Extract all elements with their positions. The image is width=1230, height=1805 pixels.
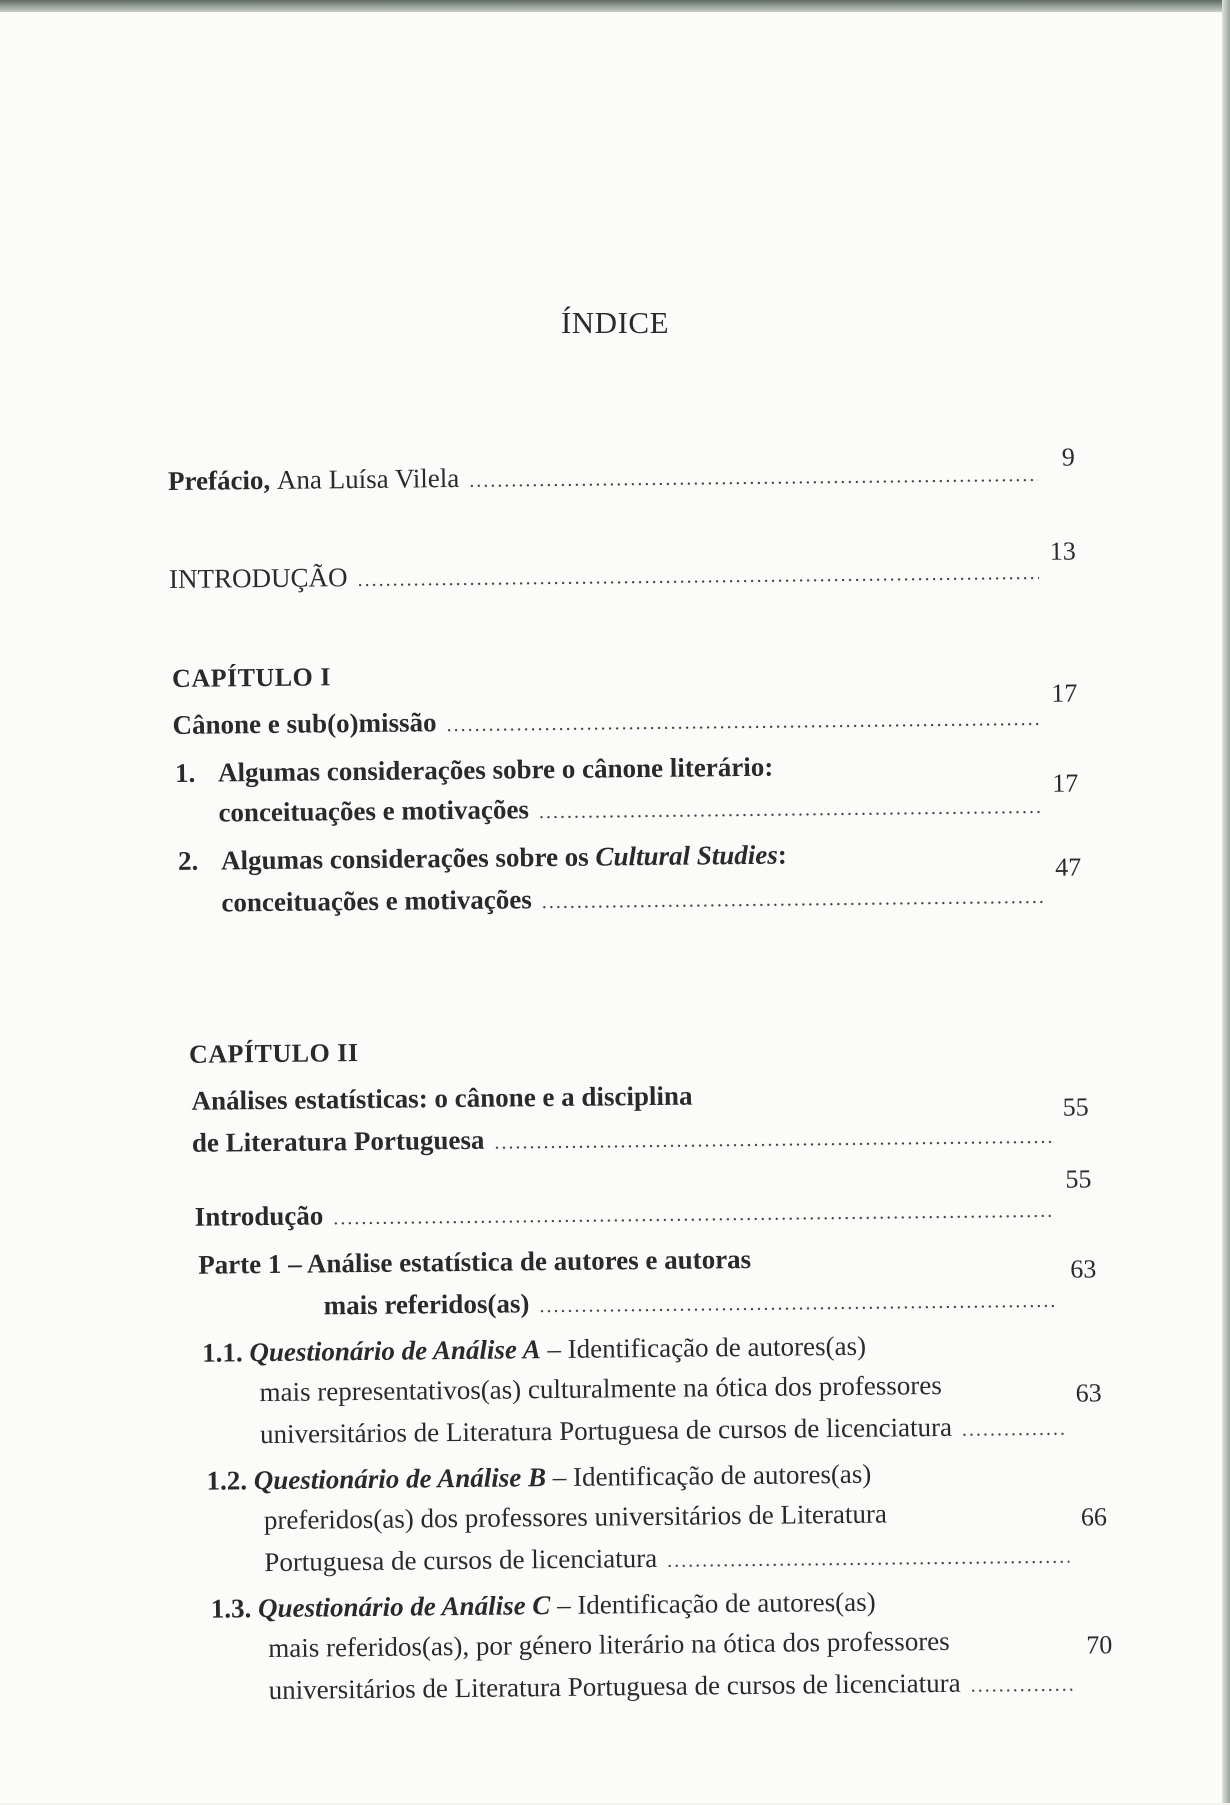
cap1-s2-page-number: 47 <box>1054 852 1082 882</box>
toc-entry-cap2-intro <box>195 1195 1065 1231</box>
q2-line3: Portuguesa de cursos de licenciatura <box>264 1542 658 1578</box>
q1-line2: mais representativos(as) culturalmente na ótica dos professores <box>259 1369 942 1408</box>
cap2-title-line1: Análises estatísticas: o cânone e a disciplina <box>191 1080 693 1116</box>
q2-rest: – Identificação de autores(as) <box>545 1458 872 1493</box>
parte1-page-number: 63 <box>1070 1254 1097 1284</box>
q1-line3: universitários de Literatura Portuguesa de cursos de licenciatura <box>259 1411 953 1450</box>
cap1-s2-italic: Cultural Studies <box>595 839 778 872</box>
toc-entry-introducao <box>169 557 1049 593</box>
q3-italic: Questionário de Análise C <box>257 1590 551 1624</box>
q2-line2: preferidos(as) dos professores universitários de Literatura <box>263 1498 888 1536</box>
cap1-s1-line1: Algumas considerações sobre o cânone literário: <box>217 751 774 788</box>
cap1-title: Cânone e sub(o)missão <box>172 707 437 740</box>
dot-leader <box>971 1675 1074 1696</box>
cap1-s2-pre: Algumas considerações sobre os <box>220 841 589 876</box>
cap1-s1-page-number: 17 <box>1052 768 1079 798</box>
cap1-s2-post: : <box>777 839 787 870</box>
toc-entry-cap1-s1 <box>218 791 1053 827</box>
page-title: ÍNDICE <box>560 305 670 340</box>
parte1-line2: mais referidos(as) <box>323 1288 530 1321</box>
chapter-2-heading: CAPÍTULO II <box>188 1038 359 1069</box>
toc-entry-parte1 <box>324 1285 1069 1320</box>
q2-line1 <box>206 1458 872 1496</box>
dot-leader <box>667 1547 1069 1571</box>
dot-leader <box>542 887 1047 912</box>
dot-leader <box>962 1419 1065 1440</box>
toc-entry-cap2-title <box>192 1121 1062 1157</box>
dot-leader <box>447 709 1043 735</box>
prefacio-label-bold: Prefácio, <box>167 464 271 497</box>
q3-rest: – Identificação de autores(as) <box>550 1586 876 1621</box>
chapter-1-heading: CAPÍTULO I <box>171 662 332 693</box>
q3-line3: universitários de Literatura Portuguesa de cursos de licenciatura <box>268 1667 961 1706</box>
prefacio-label: Ana Luísa Vilela <box>276 462 460 495</box>
q2-number: 1.2. <box>206 1465 248 1496</box>
q1-page-number: 63 <box>1075 1378 1102 1408</box>
cap2-title-line2: de Literatura Portuguesa <box>191 1124 485 1158</box>
q1-rest: – Identificação de autores(as) <box>540 1330 867 1365</box>
cap1-s1-number: 1. <box>174 757 196 788</box>
dot-leader <box>357 563 1039 590</box>
dot-leader <box>469 465 1038 491</box>
parte1-line1: Parte 1 – Análise estatística de autores e autoras <box>198 1243 752 1280</box>
prefacio-page-number: 9 <box>1061 442 1075 472</box>
cap1-s2-number: 2. <box>177 845 199 876</box>
introducao-page-number: 13 <box>1049 536 1076 566</box>
toc-entry-q2 <box>264 1541 1079 1577</box>
q2-italic: Questionário de Análise B <box>253 1462 547 1496</box>
q1-line1 <box>201 1330 867 1368</box>
q3-line1 <box>210 1586 876 1624</box>
cap1-s2-line2: conceituações e motivações <box>221 884 532 918</box>
toc-entry-q1 <box>260 1413 1075 1449</box>
dot-leader <box>333 1201 1055 1229</box>
cap2-intro: Introdução <box>194 1200 324 1232</box>
introducao-label: INTRODUÇÃO <box>168 562 348 595</box>
toc-entry-cap1-title <box>172 703 1052 739</box>
cap1-s2-line1 <box>220 839 787 876</box>
toc-entry-q3 <box>269 1668 1084 1704</box>
dot-leader <box>539 797 1044 822</box>
dot-leader <box>494 1127 1052 1153</box>
q3-number: 1.3. <box>210 1593 252 1624</box>
q1-number: 1.1. <box>201 1337 243 1368</box>
cap2-intro-page-number: 55 <box>1065 1164 1092 1194</box>
q2-page-number: 66 <box>1080 1502 1108 1532</box>
toc-entry-prefacio <box>168 459 1048 495</box>
q3-line2: mais referidos(as), por género literário na ótica dos professores <box>268 1625 950 1664</box>
toc-entry-cap1-s2 <box>221 881 1056 917</box>
cap1-page-number: 17 <box>1051 678 1078 708</box>
q3-page-number: 70 <box>1086 1630 1113 1660</box>
q1-italic: Questionário de Análise A <box>249 1334 541 1368</box>
cap1-s1-line2: conceituações e motivações <box>218 794 530 828</box>
dot-leader <box>539 1291 1058 1316</box>
cap2-page-number: 55 <box>1062 1092 1089 1122</box>
